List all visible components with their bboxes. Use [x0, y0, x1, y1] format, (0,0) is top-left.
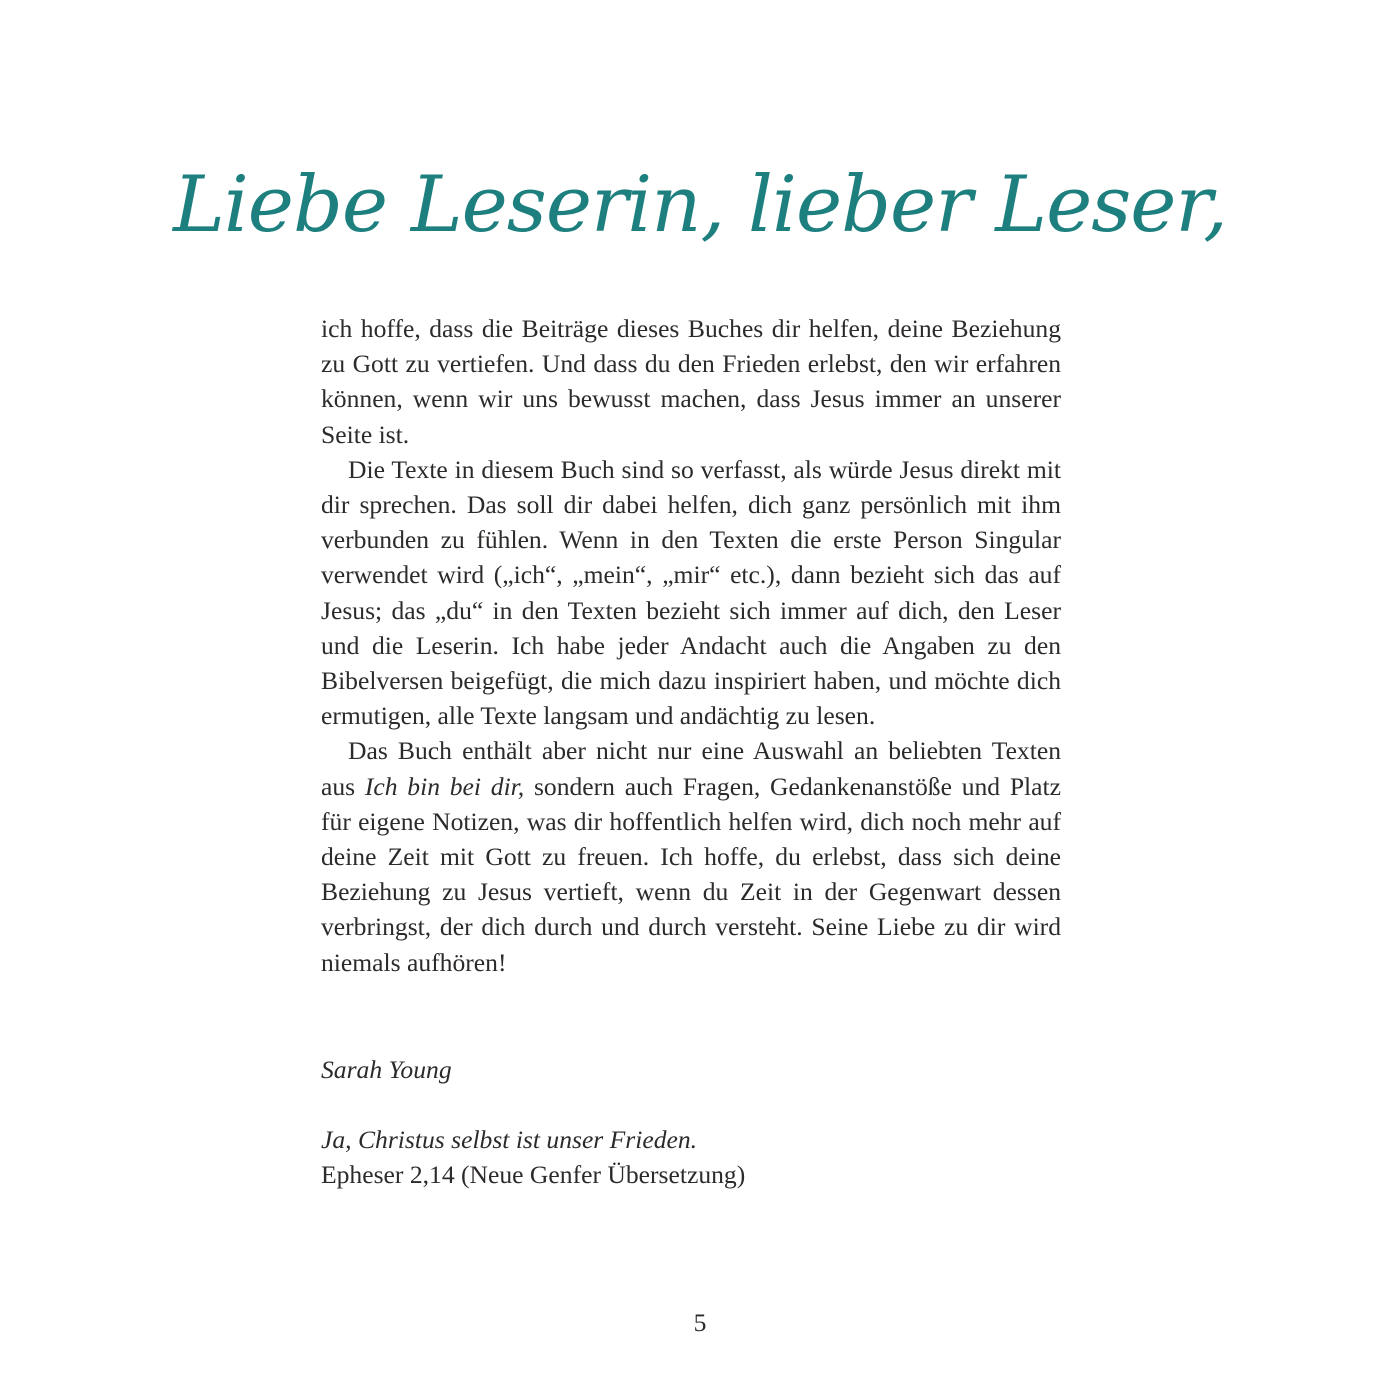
- page-heading: Liebe Leserin, lieber Leser,: [173, 160, 1227, 250]
- paragraph-3-end: sondern auch Fragen, Gedankenanstöße und Platz für eigene Notizen, was dir hoffentlich helfen wird, dich noch mehr auf deine Zeit mit Gott zu freuen. Ich hoffe, du erlebst, dass sich deine Beziehung zu Jesus vertieft, wenn du Zeit in der Gegenwart dessen verbringst, der dich durch und durch versteht. Seine Liebe zu dir wird niemals aufhören!: [321, 771, 1062, 977]
- book-title: Ich bin bei dir,: [364, 771, 525, 801]
- paragraph-3-start: Das Buch enthält aber nicht nur eine Auswahl an beliebten Texten aus: [321, 736, 1061, 801]
- page-number: 5: [693, 1308, 707, 1337]
- author-signature: Sarah Young: [321, 1055, 452, 1084]
- paragraph-2: Die Texte in diesem Buch sind so verfasst, als würde Jesus direkt mit dir sprechen. Das soll dir dabei helfen, dich ganz persönlich mit ihm verbunden zu fühlen. Wenn in den Texten die erste Person Singular verwendet wird („ich“, „mein“, „mir“ etc.), dann bezieht sich das auf Jesus; das „du“ in den Texten bezieht sich immer auf dich, den Leser und die Leserin. Ich habe jeder Andacht auch die Angaben zu den Bibelversen beigefügt, die mich dazu inspiriert haben, und möchte dich ermutigen, alle Texte langsam und andächtig zu lesen.: [321, 454, 1061, 731]
- paragraph-1: ich hoffe, dass die Beiträge dieses Buches dir helfen, deine Beziehung zu Gott zu vertiefen. Und dass du den Frieden erlebst, den wir erfahren können, wenn wir uns bewusst machen, dass Jesus immer an unserer Seite ist.: [321, 314, 1061, 449]
- bible-quote: [321, 1122, 745, 1192]
- quote-reference: Epheser 2,14 (Neue Genfer Übersetzung): [321, 1160, 746, 1189]
- quote-verse: Ja, Christus selbst ist unser Frieden.: [321, 1125, 698, 1154]
- body-text: [321, 311, 1061, 980]
- paragraph-3: [321, 733, 1061, 979]
